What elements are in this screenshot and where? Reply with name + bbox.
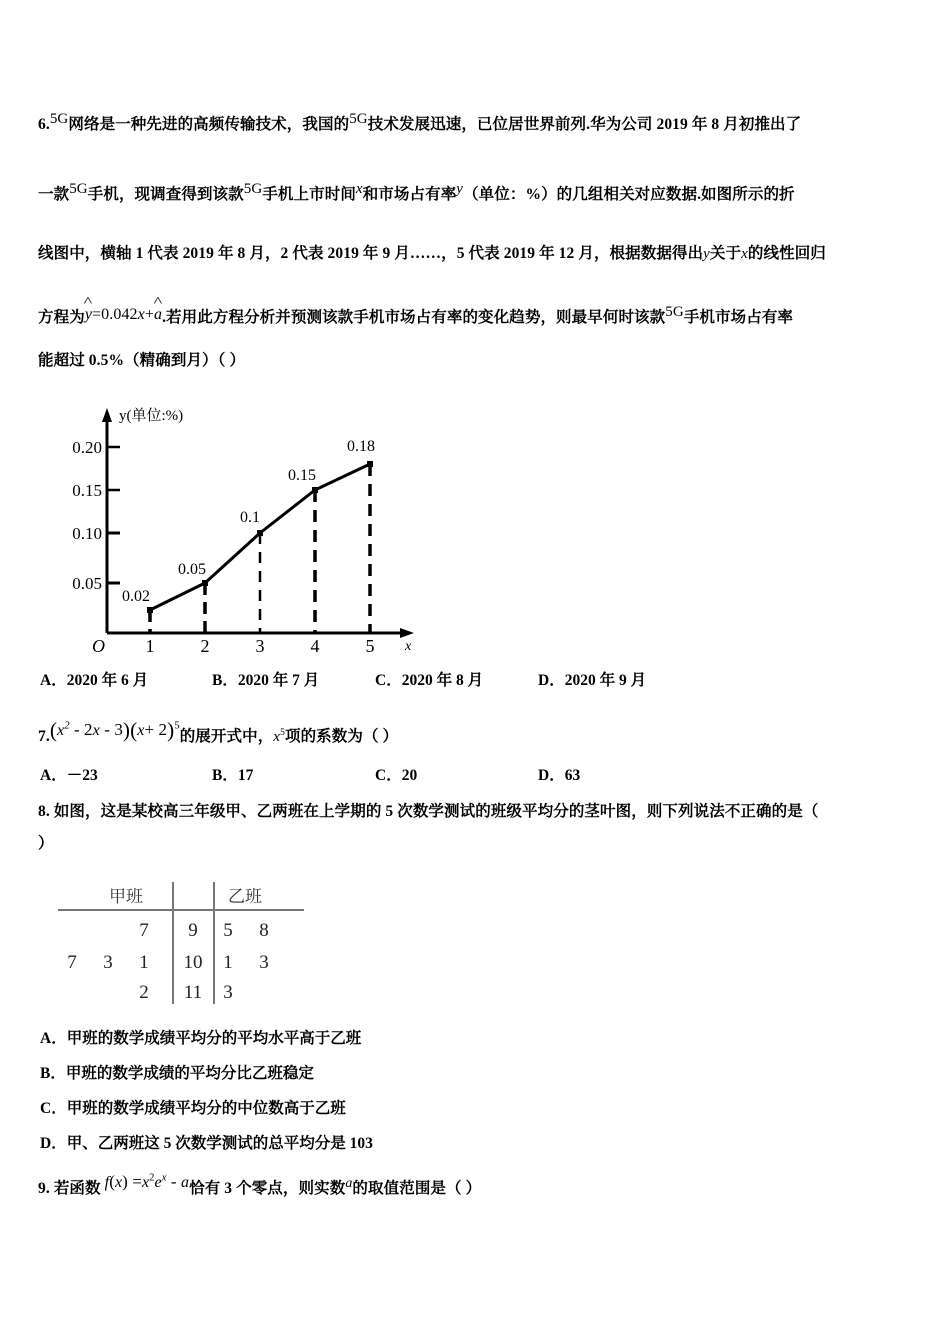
q7-tail-b: 项的系数为（ ）: [284, 728, 399, 745]
chart-ytick-label: 0.20: [72, 438, 102, 457]
stemleaf-leaf-right: 1: [223, 952, 233, 973]
q9-a: a: [181, 1174, 190, 1192]
q7-plus-2: + 2: [144, 720, 168, 739]
q9-f: f: [104, 1174, 110, 1192]
q8-option-b-text: 甲班的数学成绩的平均分比乙班稳定: [65, 1065, 314, 1082]
q9-tail: 恰有 3 个零点，则实数: [189, 1180, 346, 1198]
q7-option-c-letter: C．: [375, 767, 402, 784]
q7-paren-open: (: [49, 718, 58, 742]
q7-number: 7.: [38, 728, 50, 745]
q7-option-a-text: －23: [66, 767, 98, 784]
q9-x-term: x: [141, 1174, 150, 1192]
q9-exp-2: 2: [149, 1172, 155, 1184]
q7-option-b[interactable]: [212, 763, 253, 785]
chart-ytick-label: 0.15: [72, 481, 102, 500]
q6-text-3: 线图中，横轴 1 代表 2019 年 8 月，2 代表 2019 年 9 月……，5 代表 2019 年 12 月，根据数据得出: [38, 245, 704, 262]
q6-line-chart: [62, 398, 422, 653]
q9-tail-var-a: a: [345, 1176, 353, 1191]
q6-eq-plus: +: [144, 306, 154, 324]
q7-option-a-letter: A．: [40, 767, 67, 784]
q6-5g-sup-4: 5G: [243, 181, 263, 197]
q6-line-3: [38, 245, 826, 264]
chart-point-label: 0.18: [347, 438, 375, 455]
q7-option-c[interactable]: [375, 763, 417, 785]
chart-data-point: [367, 461, 373, 467]
q8-option-d[interactable]: [40, 1131, 373, 1153]
q8-stem-and-leaf-plot: [56, 880, 306, 1010]
chart-data-point: [202, 580, 208, 586]
stemleaf-leaf-left: 7: [67, 952, 77, 973]
chart-point-label: 0.05: [178, 561, 206, 578]
q8-option-a-letter: A．: [40, 1030, 67, 1047]
q6-text-4c: 手机市场占有率: [683, 309, 794, 327]
q6-option-c[interactable]: [375, 668, 483, 690]
q7-x-1: x: [57, 722, 65, 739]
q9-paren-open: (: [109, 1172, 115, 1192]
q6-5g-sup-1: 5G: [49, 111, 69, 127]
q7-tail-a: 的展开式中，: [179, 728, 274, 745]
q7-paren-close: ): [167, 718, 175, 742]
chart-point-label: 0.15: [288, 467, 316, 484]
q6-option-a[interactable]: [40, 668, 148, 690]
q6-text-3b: 关于: [709, 245, 742, 262]
q7-paren-mid: )(: [122, 718, 138, 742]
q7-expression: [49, 718, 180, 742]
q6-var-y-1: y: [456, 181, 464, 197]
q6-option-d-text: 2020 年 9 月: [564, 672, 647, 689]
q9-paren-close: ): [122, 1172, 128, 1192]
q7-option-a[interactable]: [40, 763, 98, 785]
chart-point-label: 0.1: [240, 509, 260, 526]
q6-line-1: [38, 110, 801, 135]
q6-text-2d: 和市场占有率: [362, 186, 457, 204]
chart-xtick-label: 4: [310, 636, 320, 653]
chart-ytick-label: 0.10: [72, 524, 102, 543]
q9-line: [38, 1172, 482, 1199]
q6-var-y-2: y: [703, 246, 710, 262]
q7-line: [38, 718, 399, 748]
q6-text-5: 能超过 0.5%（精确到月）（ ）: [38, 352, 246, 369]
q6-option-b-text: 2020 年 7 月: [237, 672, 320, 689]
chart-ytick-label: 0.05: [72, 574, 102, 593]
q6-5g-sup-2: 5G: [349, 111, 368, 127]
q7-option-d-letter: D．: [538, 767, 565, 784]
q9-number: 9.: [38, 1180, 50, 1198]
q8-text-2: ）: [38, 835, 54, 852]
q8-option-d-letter: D．: [40, 1135, 67, 1152]
stemleaf-leaf-right: 8: [259, 920, 269, 941]
q9-minus: -: [166, 1172, 181, 1192]
q9-arg-x: x: [114, 1174, 123, 1192]
chart-point-label: 0.02: [122, 588, 150, 605]
q6-line-2: [38, 180, 795, 205]
stemleaf-leaf-left: 2: [139, 982, 149, 1003]
q6-text-2b: 手机，现调查得到该款: [87, 186, 244, 204]
q8-option-b-letter: B．: [40, 1065, 66, 1082]
q9-function-expression: [101, 1172, 189, 1191]
chart-origin-label: O: [92, 636, 105, 653]
q6-text-4b: .若用此方程分析并预测该款手机市场占有率的变化趋势，则最早何时该款: [162, 309, 666, 327]
q8-text-1: 如图，这是某校高三年级甲、乙两班在上学期的 5 次数学测试的班级平均分的茎叶图，则下列说法不正确的是（: [53, 803, 819, 820]
q9-lead: 若函数: [53, 1180, 101, 1198]
chart-x-axis-label: x: [405, 639, 412, 653]
q6-text-1b: 技术发展迅速，已位居世界前列.华为公司 2019 年 8 月初推出了: [367, 116, 802, 134]
q7-option-d-text: 63: [564, 767, 581, 784]
q6-eq-x: x: [137, 306, 145, 324]
q9-e: e: [154, 1174, 162, 1192]
q6-option-b-letter: B．: [212, 672, 238, 689]
q8-line-2: [38, 835, 54, 854]
q8-option-b[interactable]: [40, 1061, 314, 1083]
stemleaf-left-header: 甲班: [109, 887, 143, 906]
q6-line-4: [38, 303, 793, 328]
q8-option-d-text: 甲、乙两班这 5 次数学测试的总平均分是 103: [66, 1135, 373, 1152]
q6-option-b[interactable]: [212, 668, 319, 690]
q7-option-d[interactable]: [538, 763, 580, 785]
q8-option-c[interactable]: [40, 1096, 346, 1118]
q6-text-2a: 一款: [38, 186, 70, 204]
q8-option-c-letter: C．: [40, 1100, 67, 1117]
q6-option-d-letter: D．: [538, 672, 565, 689]
q6-var-x-1: x: [355, 181, 363, 197]
q7-option-c-text: 20: [401, 767, 418, 784]
q9-equals: =: [127, 1172, 142, 1192]
q6-option-d[interactable]: [538, 668, 646, 690]
stemleaf-leaf-left: 7: [139, 920, 149, 941]
chart-data-point: [257, 530, 263, 536]
q6-line-5: [38, 352, 245, 371]
q7-minus-3: - 3: [99, 720, 123, 739]
chart-xtick-label: 5: [365, 636, 375, 653]
q6-text-4a: 方程为: [38, 309, 85, 327]
stemleaf-right-header: 乙班: [228, 887, 262, 906]
q6-eq-yhat: ^ y: [85, 305, 92, 324]
stemleaf-leaf-right: 3: [223, 982, 233, 1003]
q7-tail-exp: 5: [280, 726, 285, 738]
q6-eq-ahat: ^ a: [154, 305, 162, 324]
q7-option-b-letter: B．: [212, 767, 238, 784]
stemleaf-leaf-right: 3: [259, 952, 269, 973]
q8-number: 8.: [38, 803, 50, 820]
stemleaf-stem: 10: [183, 952, 203, 973]
q6-number: 6.: [38, 116, 50, 134]
stemleaf-leaf-right: 5: [223, 920, 233, 941]
q7-exp-5: 5: [174, 720, 180, 732]
chart-xtick-label: 2: [200, 636, 210, 653]
q7-x-3: x: [137, 722, 145, 739]
stemleaf-leaf-left: 1: [139, 952, 149, 973]
q6-5g-sup-5: 5G: [665, 304, 684, 320]
q6-eq-mid: =0.042: [92, 306, 138, 324]
q6-5g-sup-3: 5G: [69, 181, 88, 197]
q6-regression-equation: [85, 306, 162, 323]
q6-option-a-letter: A．: [40, 672, 67, 689]
q6-text-1a: 网络是一种先进的高频传输技术，我国的: [68, 116, 350, 134]
q7-x-2: x: [92, 722, 100, 739]
q9-tail-b: 的取值范围是（ ）: [352, 1180, 482, 1198]
q6-option-c-letter: C．: [375, 672, 402, 689]
q6-option-c-text: 2020 年 8 月: [401, 672, 484, 689]
q8-option-a-text: 甲班的数学成绩平均分的平均水平高于乙班: [66, 1030, 362, 1047]
q6-var-x-2: x: [741, 246, 748, 262]
chart-data-point: [147, 607, 153, 613]
q9-exp-x: x: [161, 1172, 167, 1184]
q6-option-a-text: 2020 年 6 月: [66, 672, 149, 689]
q6-text-3c: 的线性回归: [747, 245, 826, 262]
q7-option-b-text: 17: [237, 767, 254, 784]
q7-tail-x: x: [273, 729, 281, 745]
q6-text-2c: 手机上市时间: [262, 186, 356, 204]
q8-line-1: [38, 803, 818, 822]
q8-option-a[interactable]: [40, 1026, 361, 1048]
q7-minus-2x: - 2: [69, 720, 93, 739]
stemleaf-stem: 11: [183, 982, 203, 1003]
chart-xtick-label: 1: [145, 636, 155, 653]
q8-option-c-text: 甲班的数学成绩平均分的中位数高于乙班: [66, 1100, 346, 1117]
stemleaf-leaf-left: 3: [103, 952, 113, 973]
stemleaf-stem: 9: [188, 920, 198, 941]
q6-text-2e: （单位：%）的几组相关对应数据.如图所示的折: [463, 186, 795, 204]
q7-exp-2: 2: [64, 720, 70, 732]
chart-y-axis-label: y(单位:%): [119, 408, 184, 424]
chart-data-point: [312, 487, 318, 493]
chart-xtick-label: 3: [255, 636, 265, 653]
